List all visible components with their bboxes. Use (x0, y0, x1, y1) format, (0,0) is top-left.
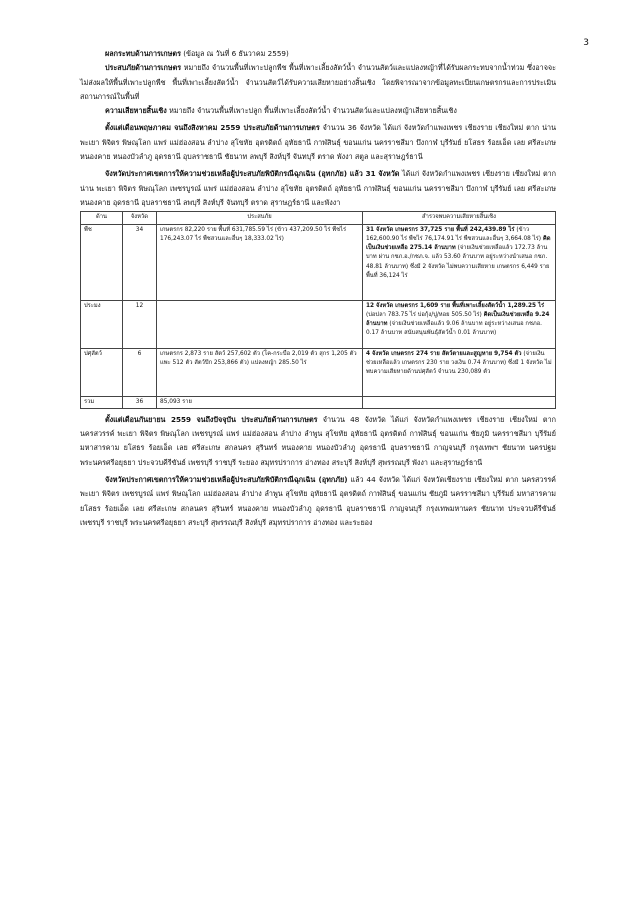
definition-affected-paragraph (80, 61, 556, 104)
sep-now-affected-lead: ตั้งแต่เดือนกันยายน 2559 จนถึงปัจจุบัน ประสบภัยด้านการเกษตร (105, 414, 318, 424)
definition-total-loss-paragraph (80, 104, 556, 118)
row-fisheries-damage (362, 300, 555, 348)
row-livestock-damage-bold: 4 จังหวัด เกษตรกร 274 ราย สัตว์ตายและสูญหาย 9,754 ตัว (365, 350, 522, 357)
row-crops-damage-bold: 31 จังหวัด เกษตรกร 37,725 ราย พื้นที่ 242,439.89 ไร่ (365, 226, 515, 233)
document-body (80, 47, 556, 530)
row-fisheries-affected (157, 300, 363, 348)
section-heading (80, 47, 556, 61)
definition-affected-term: ประสบภัยด้านการเกษตร (105, 63, 182, 73)
table-header-row (81, 212, 556, 224)
row-livestock-damage-text2: ไม่พบความเสียหายด้านปศุสัตว์ จำนวน 230,089 ตัว (365, 359, 552, 376)
table-row-livestock (81, 348, 556, 396)
section-heading-bold: ผลกระทบด้านการเกษตร (105, 49, 181, 58)
row-crops-damage (362, 224, 555, 300)
table-row-crops (81, 224, 556, 300)
row-total-provinces: 36 (122, 396, 156, 408)
definition-total-loss-text: หมายถึง จำนวนพื้นที่เพาะปลูก พื้นที่เพาะเลี้ยงสัตว์น้ำ จำนวนสัตว์และแปลงหญ้าเสียหายสิ้นเชิง (166, 106, 457, 116)
header-provinces: จังหวัด (122, 212, 156, 224)
row-fisheries-damage-bold: 12 จังหวัด เกษตรกร 1,609 ราย พื้นที่เพาะเลี้ยงสัตว์น้ำ 1,289.25 ไร่ (365, 302, 545, 309)
section-heading-date: (ข้อมูล ณ วันที่ 6 ธันวาคม 2559) (180, 49, 289, 58)
row-livestock-affected: เกษตรกร 2,873 ราย สัตว์ 257,602 ตัว (โค-กระบือ 2,019 ตัว สุกร 1,205 ตัว แพะ 512 ตัว สัตว์ปีก 253,866 ตัว) แปลงหญ้า 285.50 ไร่ (157, 348, 363, 396)
header-side: ด้าน (81, 212, 123, 224)
table-row-total (81, 396, 556, 408)
row-crops-provinces: 34 (122, 224, 156, 300)
may-aug-declared-paragraph (80, 167, 556, 210)
row-livestock-damage (362, 348, 555, 396)
row-livestock-side: ปศุสัตว์ (81, 348, 123, 396)
sep-now-affected-paragraph (80, 413, 556, 470)
may-aug-affected-lead: ตั้งแต่เดือนพฤษภาคม จนถึงสิงหาคม 2559 ประสบภัยด้านการเกษตร (105, 123, 320, 133)
sep-now-declared-provinces: แล้ว 44 จังหวัด ได้แก่ จังหวัดเชียงราย เชียงใหม่ ตาก นครสวรรค์ พะเยา พิจิตร เพชรบูรณ์ แพร่ พิษณุโลก แม่ฮ่องสอน ลำปาง ลำพูน สุโขทัย อุทัยธานี อุตรดิตถ์ กาฬสินธุ์ ขอนแก่น ชัยภูมิ นครราชสีมา บุรีรัมย์ มหาสารคาม ยโสธร ร้อยเอ็ด เลย ศรีสะเกษ สกลนคร สุรินทร์ หนองคาย หนองบัวลำภู อุดรธานี อุบลราชธานี กาญจนบุรี กรุงเทพมหานคร ชัยนาท ประจวบคีรีขันธ์ เพชรบุรี ราชบุรี พระนครศรีอยุธยา สระบุรี สุพรรณบุรี สิงห์บุรี สมุทรปราการ อ่างทอง และระยอง (80, 475, 556, 527)
may-aug-affected-paragraph (80, 121, 556, 164)
definition-affected-text: หมายถึง จำนวนพื้นที่เพาะปลูกพืช พื้นที่เพาะเลี้ยงสัตว์น้ำ จำนวนสัตว์และแปลงหญ้าที่ได้รับผลกระทบจากน้ำท่วม ซึ่งอาจจะไม่ส่งผลให้พื้นที่เพาะปลูกพืช พื้นที่เพาะเลี้ยงสัตว์น้ำ จำนวนสัตว์ได้รับความเสียหายอย่างสิ้นเชิง โดยพิจารณาจากข้อมูลทะเบียนเกษตรกรและการประเมินสถานการณ์ในพื้นที่ (80, 63, 556, 101)
header-affected: ประสบภัย (157, 212, 363, 224)
row-fisheries-side: ประมง (81, 300, 123, 348)
row-crops-affected: เกษตรกร 82,220 ราย พื้นที่ 631,785.59 ไร่ (ข้าว 437,209.50 ไร่ พืชไร่ 176,243.07 ไร่ พืชสวนและอื่นๆ 18,333.02 ไร่) (157, 224, 363, 300)
row-fisheries-damage-bold2: คิดเป็นเงินช่วยเหลือ 9.24 ล้านบาท (365, 311, 550, 328)
row-crops-damage-bold2: คิดเป็นเงินช่วยเหลือ 275.14 ล้านบาท (365, 235, 551, 252)
header-damage: สำรวจพบความเสียหายสิ้นเชิง (362, 212, 555, 224)
sep-now-declared-lead: จังหวัดประกาศเขตการให้ความช่วยเหลือผู้ประสบภัยพิบัติกรณีฉุกเฉิน (อุทกภัย) (105, 475, 348, 485)
row-fisheries-damage-text: (บ่อปลา 783.75 ไร่ บ่อกุ้ง/ปู/หอย 505.50 ไร่) (365, 311, 484, 318)
row-livestock-provinces: 6 (122, 348, 156, 396)
definition-total-loss-term: ความเสียหายสิ้นเชิง (105, 106, 167, 116)
row-fisheries-provinces: 12 (122, 300, 156, 348)
sep-now-declared-paragraph (80, 473, 556, 530)
row-crops-damage-text2: (จ่ายเงินช่วยเหลือแล้ว 172.73 ล้านบาท ผ่าน กชภ.อ./กชภ.จ. แล้ว 53.60 ล้านบาท อยู่ระหว่างนำเสนอ กชภ. 48.81 ล้านบาท) ซึ่งมี 2 จังหวัด ไม่พบความเสียหาย เกษตรกร 6,449 ราย พื้นที่ 36,124 ไร่ (365, 245, 550, 280)
row-fisheries-damage-text2: (จ่ายเงินช่วยเหลือแล้ว 9.06 ล้านบาท อยู่ระหว่างเสนอ กชภอ. 0.17 ล้านบาท สนับสนุนพันธุ์สัตว์น้ำ 0.01 ล้านบาท) (365, 321, 543, 337)
row-crops-damage-text: (ข้าว 162,600.90 ไร่ พืชไร่ 76,174.91 ไร่ พืชสวนและอื่นๆ 3,664.08 ไร่) (365, 226, 543, 242)
sep-now-affected-provinces: จำนวน 48 จังหวัด ได้แก่ จังหวัดกำแพงเพชร เชียงราย เชียงใหม่ ตาก นครสวรรค์ พะเยา พิจิตร พิษณุโลก เพชรบูรณ์ แพร่ แม่ฮ่องสอน ลำปาง ลำพูน สุโขทัย อุทัยธานี อุตรดิตถ์ กาฬสินธุ์ ขอนแก่น ชัยภูมิ นครราชสีมา บุรีรัมย์ มหาสารคาม ยโสธร ร้อยเอ็ด เลย ศรีสะเกษ สกลนคร สุรินทร์ หนองคาย หนองบัวลำภู อุดรธานี อุบลราชธานี กาญจนบุรี กรุงเทพฯ ชัยนาท นครปฐม พระนครศรีอยุธยา ประจวบคีรีขันธ์ เพชรบุรี ราชบุรี ระยอง สมุทรปราการ อ่างทอง สระบุรี สิงห์บุรี สุพรรณบุรี พังงา และสุราษฎร์ธานี (80, 414, 556, 467)
table-row-fisheries (81, 300, 556, 348)
agriculture-impact-table (80, 211, 556, 409)
may-aug-declared-lead: จังหวัดประกาศเขตการให้ความช่วยเหลือผู้ประสบภัยพิบัติกรณีฉุกเฉิน (อุทกภัย) แล้ว 31 จังหวัด (105, 169, 400, 179)
row-livestock-damage-text: (จ่ายเงินช่วยเหลือแล้ว เกษตรกร 230 ราย วงเงิน 0.74 ล้านบาท) ซึ่งมี 1 จังหวัด (365, 350, 545, 366)
may-aug-declared-provinces: ได้แก่ จังหวัดกำแพงเพชร เชียงราย เชียงใหม่ ตาก น่าน พะเยา พิจิตร พิษณุโลก เพชรบูรณ์ แพร่ แม่ฮ่องสอน ลำปาง สุโขทัย อุตรดิตถ์ อุทัยธานี กาฬสินธุ์ ขอนแก่น นครราชสีมา บึงกาฬ บุรีรัมย์ เลย ศรีสะเกษ หนองคาย อุดรธานี อุบลราชธานี ลพบุรี สิงห์บุรี จันทบุรี ตราด สุราษฎร์ธานี และพังงา (80, 169, 556, 207)
row-total-affected: 85,093 ราย (157, 396, 363, 408)
row-total-label: รวม (81, 396, 123, 408)
page-number: 3 (583, 38, 589, 48)
row-total-damage (362, 396, 555, 408)
may-aug-affected-provinces: จำนวน 36 จังหวัด ได้แก่ จังหวัดกำแพงเพชร เชียงราย เชียงใหม่ ตาก น่าน พะเยา พิจิตร พิษณุโลก แพร่ แม่ฮ่องสอน ลำปาง สุโขทัย อุตรดิตถ์ อุทัยธานี กาฬสินธุ์ ขอนแก่น นครราชสีมา บึงกาฬ บุรีรัมย์ ยโสธร ร้อยเอ็ด เลย ศรีสะเกษ หนองคาย หนองบัวลำภู อุดรธานี อุบลราชธานี ชัยนาท ลพบุรี สิงห์บุรี จันทบุรี ตราด พังงา สตูล และสุราษฎร์ธานี (80, 123, 556, 162)
row-crops-side: พืช (81, 224, 123, 300)
